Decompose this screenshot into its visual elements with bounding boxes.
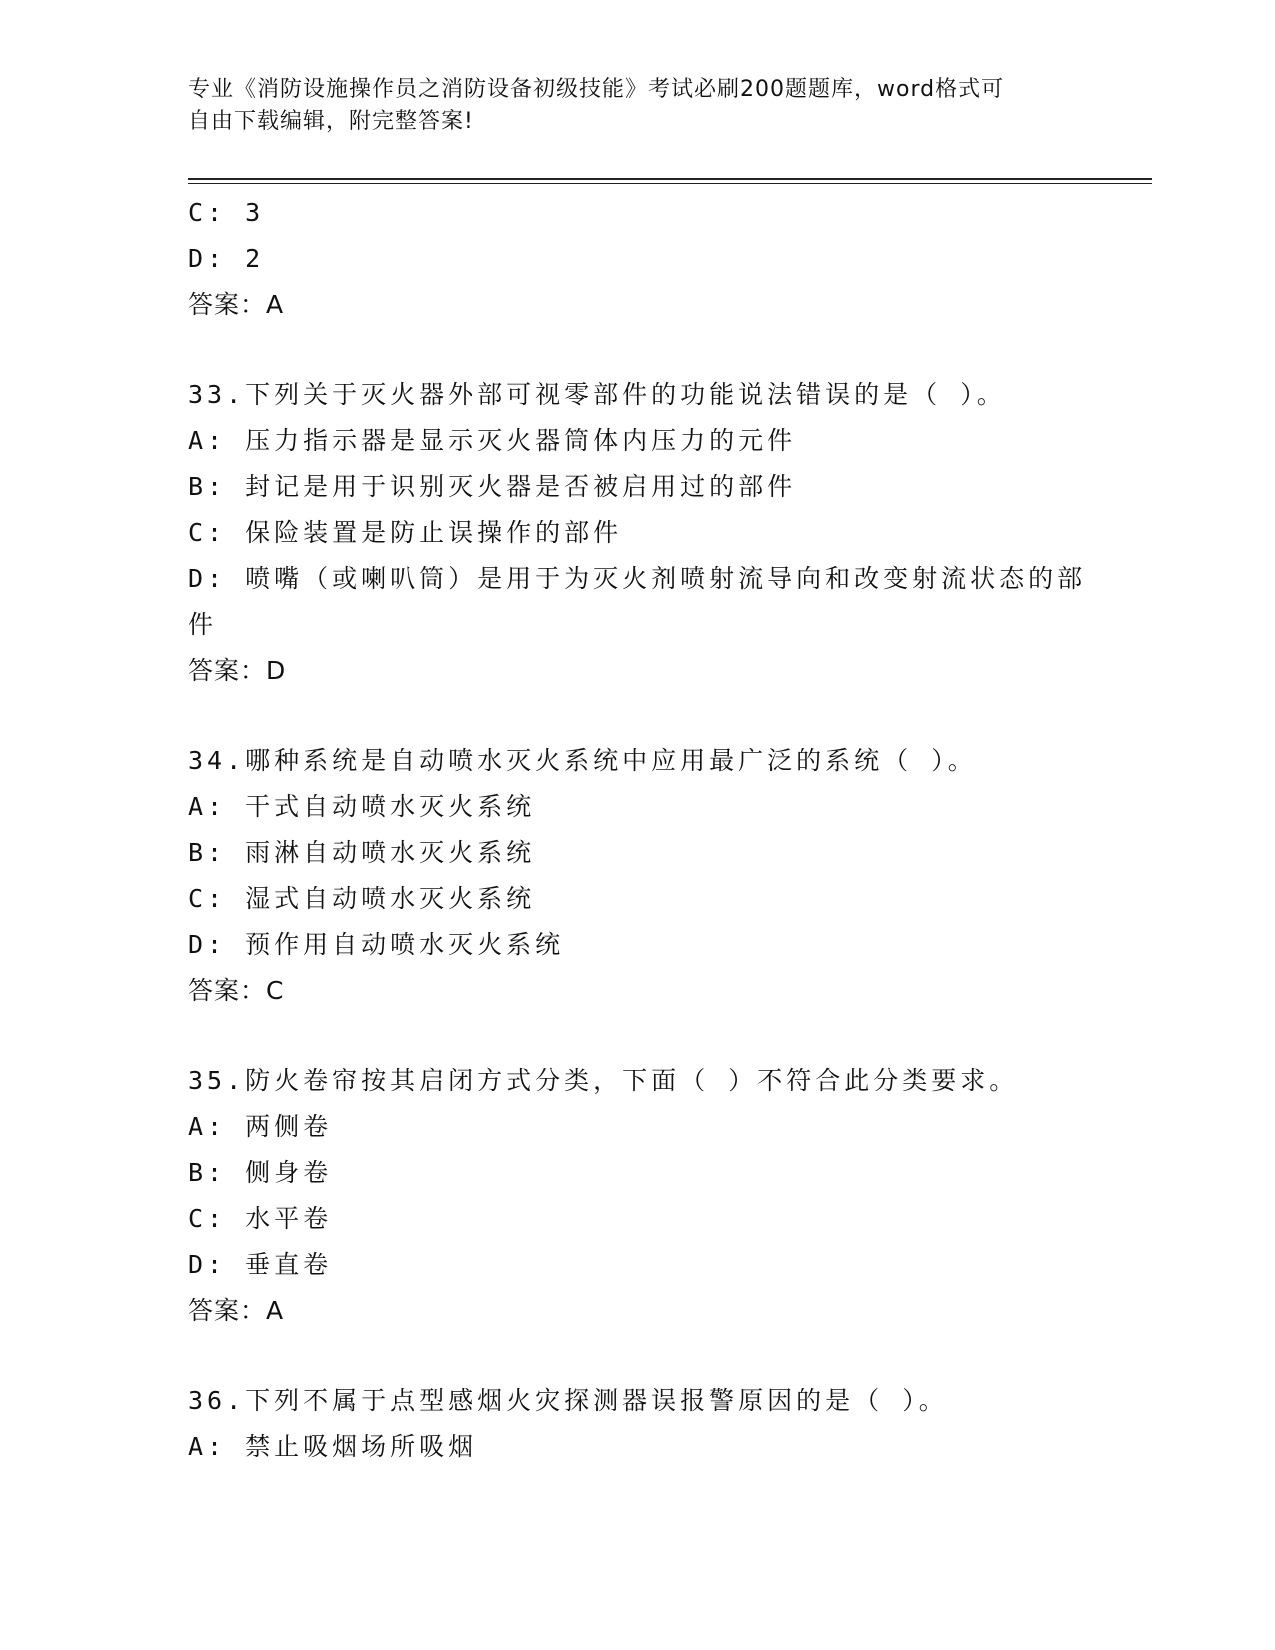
question-stem: 33.下列关于灭火器外部可视零部件的功能说法错误的是（ ）。 xyxy=(188,380,1006,409)
option-d: D: 垂直卷 xyxy=(188,1250,333,1279)
option-c: C: 保险装置是防止误操作的部件 xyxy=(188,518,623,547)
spacer xyxy=(188,694,1088,738)
answer-line: 答案：C xyxy=(188,976,285,1005)
option-a: A: 压力指示器是显示灭火器筒体内压力的元件 xyxy=(188,426,797,455)
page-header xyxy=(188,74,1088,138)
option-b: B: 封记是用于识别灭火器是否被启用过的部件 xyxy=(188,472,797,501)
option-c: C: 3 xyxy=(188,198,265,227)
spacer xyxy=(188,1014,1088,1058)
question-block-prev xyxy=(188,190,1088,328)
answer-line: 答案：A xyxy=(188,1296,285,1325)
option-a: A: 禁止吸烟场所吸烟 xyxy=(188,1432,478,1461)
answer-line: 答案：D xyxy=(188,656,287,685)
option-a: A: 干式自动喷水灭火系统 xyxy=(188,792,536,821)
option-d-continued: 件 xyxy=(188,610,218,639)
answer-line: 答案：A xyxy=(188,290,285,319)
option-a: A: 两侧卷 xyxy=(188,1112,333,1141)
question-block-35 xyxy=(188,1058,1088,1334)
option-d: D: 喷嘴（或喇叭筒）是用于为灭火剂喷射流导向和改变射流状态的部 xyxy=(188,564,1087,593)
option-c: C: 水平卷 xyxy=(188,1204,333,1233)
option-b: B: 侧身卷 xyxy=(188,1158,333,1187)
option-d: D: 预作用自动喷水灭火系统 xyxy=(188,930,565,959)
header-line-1: 专业《消防设施操作员之消防设备初级技能》考试必刷200题题库，word格式可 xyxy=(188,77,1005,102)
header-line-2: 自由下载编辑，附完整答案! xyxy=(188,109,474,134)
question-stem: 35.防火卷帘按其启闭方式分类，下面（ ）不符合此分类要求。 xyxy=(188,1066,1019,1095)
header-divider-thin xyxy=(188,183,1152,184)
question-block-33 xyxy=(188,372,1088,694)
question-stem: 36.下列不属于点型感烟火灾探测器误报警原因的是（ ）。 xyxy=(188,1386,948,1415)
question-block-36 xyxy=(188,1378,1088,1470)
question-block-34 xyxy=(188,738,1088,1014)
option-c: C: 湿式自动喷水灭火系统 xyxy=(188,884,536,913)
question-list xyxy=(188,190,1088,1470)
option-b: B: 雨淋自动喷水灭火系统 xyxy=(188,838,536,867)
spacer xyxy=(188,328,1088,372)
spacer xyxy=(188,1334,1088,1378)
question-stem: 34.哪种系统是自动喷水灭火系统中应用最广泛的系统（ ）。 xyxy=(188,746,977,775)
header-divider xyxy=(188,178,1152,180)
option-d: D: 2 xyxy=(188,244,265,273)
